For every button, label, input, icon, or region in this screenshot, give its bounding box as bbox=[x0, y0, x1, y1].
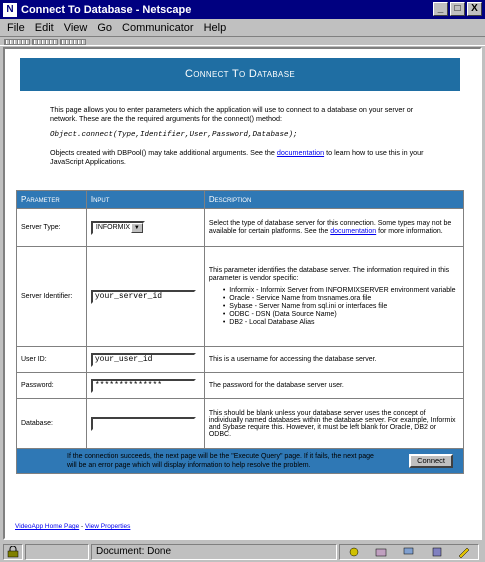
discussion-icon[interactable] bbox=[402, 546, 416, 558]
header-parameter: Parameter bbox=[17, 191, 87, 209]
list-item: • Oracle - Service Name from tnsnames.ora file bbox=[231, 295, 459, 303]
status-bar bbox=[0, 541, 485, 562]
server-type-select[interactable] bbox=[91, 221, 145, 235]
param-label: Server Identifier: bbox=[17, 247, 87, 347]
page-banner: Connect To Database bbox=[20, 58, 460, 91]
minimize-button[interactable]: _ bbox=[433, 2, 448, 16]
intro-paragraph: This page allows you to enter parameters which the application will use to connect to a database on your server or network. These are the the required arguments for the connect() method: bbox=[50, 105, 414, 123]
home-page-link[interactable]: VideoApp Home Page bbox=[15, 523, 80, 530]
progress-area bbox=[25, 544, 89, 560]
param-label: User ID: bbox=[17, 347, 87, 373]
mail-icon[interactable] bbox=[374, 546, 388, 558]
intro-text: Objects created with DBPool() may take additional arguments. See the bbox=[50, 148, 275, 157]
table-row bbox=[17, 209, 464, 247]
browser-content bbox=[3, 47, 482, 540]
link-separator: - bbox=[79, 523, 85, 530]
toolbar-grip-handle[interactable] bbox=[4, 39, 30, 45]
param-description bbox=[209, 220, 459, 236]
menu-file[interactable]: File bbox=[7, 21, 25, 34]
table-header-row bbox=[17, 191, 464, 209]
server-identifier-input[interactable]: your_server_id bbox=[91, 290, 196, 304]
vendor-list bbox=[231, 287, 459, 327]
param-description: This should be blank unless your database server uses the concept of individually named databases within the database server. For example, Informix and Sybase require this. However, it must be left blank for Oracle, DB2 or ODBC. bbox=[204, 399, 463, 449]
header-description: Description bbox=[204, 191, 463, 209]
status-text: Document: Done bbox=[91, 544, 337, 560]
address-book-icon[interactable] bbox=[430, 546, 444, 558]
menu-bar bbox=[0, 19, 485, 36]
table-footer-row bbox=[17, 449, 464, 474]
maximize-button[interactable]: □ bbox=[450, 2, 465, 16]
menu-edit[interactable]: Edit bbox=[34, 21, 54, 34]
netscape-app-icon[interactable]: N bbox=[3, 3, 17, 17]
connect-button[interactable]: Connect bbox=[409, 454, 453, 468]
component-bar bbox=[339, 544, 479, 560]
desc-text: Select the type of database server for this connection. Some types may not be available for certain platforms. See the bbox=[208, 219, 452, 235]
toolbar-grip-handle[interactable] bbox=[32, 39, 58, 45]
param-label: Password: bbox=[17, 373, 87, 399]
database-input[interactable] bbox=[91, 417, 196, 431]
security-lock-icon[interactable] bbox=[3, 544, 23, 560]
intro-text: to learn how to use this in your JavaScript Applications. bbox=[50, 148, 424, 166]
dropdown-arrow-icon[interactable]: ▼ bbox=[131, 223, 143, 233]
footer-note: If the connection succeeds, the next page will be the "Execute Query" page. If it fails, the next page will be an error page which will display information to help resolve the problem. bbox=[67, 453, 374, 469]
table-row bbox=[17, 373, 464, 399]
password-input[interactable]: ************** bbox=[91, 379, 196, 393]
user-id-input[interactable]: your_user_id bbox=[91, 353, 196, 367]
header-input: Input bbox=[86, 191, 204, 209]
menu-communicator[interactable]: Communicator bbox=[122, 21, 194, 34]
param-label: Server Type: bbox=[17, 209, 87, 247]
close-button[interactable]: X bbox=[467, 2, 482, 16]
documentation-link[interactable]: documentation bbox=[276, 148, 325, 157]
bottom-links bbox=[15, 523, 130, 530]
param-description: The password for the database server user. bbox=[204, 373, 463, 399]
composer-icon[interactable] bbox=[457, 546, 471, 558]
list-item: • Informix - Informix Server from INFORMIXSERVER environment variable bbox=[231, 287, 459, 295]
param-label: Database: bbox=[17, 399, 87, 449]
intro-section bbox=[50, 105, 435, 174]
view-properties-link[interactable]: View Properties bbox=[85, 523, 131, 530]
table-row bbox=[17, 347, 464, 373]
server-type-value: INFORMIX bbox=[95, 224, 131, 231]
desc-text: for more information. bbox=[378, 227, 443, 235]
parameters-table bbox=[16, 190, 464, 474]
table-row bbox=[17, 399, 464, 449]
list-item: • Sybase - Server Name from sql.ini or interfaces file bbox=[231, 303, 459, 311]
navigator-icon[interactable] bbox=[347, 546, 361, 558]
table-row bbox=[17, 247, 464, 347]
list-item: • DB2 - Local Database Alias bbox=[231, 319, 459, 327]
param-description: This parameter identifies the database server. The information required in this parameter is vendor specific: bbox=[208, 266, 450, 282]
documentation-link[interactable]: documentation bbox=[330, 227, 377, 235]
list-item: • ODBC - DSN (Data Source Name) bbox=[231, 311, 459, 319]
window-title: Connect To Database - Netscape bbox=[21, 3, 192, 16]
menu-view[interactable]: View bbox=[63, 21, 88, 34]
toolbar-grip-handle[interactable] bbox=[60, 39, 86, 45]
menu-help[interactable]: Help bbox=[203, 21, 227, 34]
method-signature: Object.connect(Type,Identifier,User,Password,Database); bbox=[50, 131, 298, 139]
intro-paragraph-2 bbox=[50, 148, 435, 166]
menu-go[interactable]: Go bbox=[97, 21, 113, 34]
param-description: This is a username for accessing the database server. bbox=[204, 347, 463, 373]
title-bar bbox=[0, 0, 485, 19]
collapsed-toolbars bbox=[0, 36, 485, 46]
